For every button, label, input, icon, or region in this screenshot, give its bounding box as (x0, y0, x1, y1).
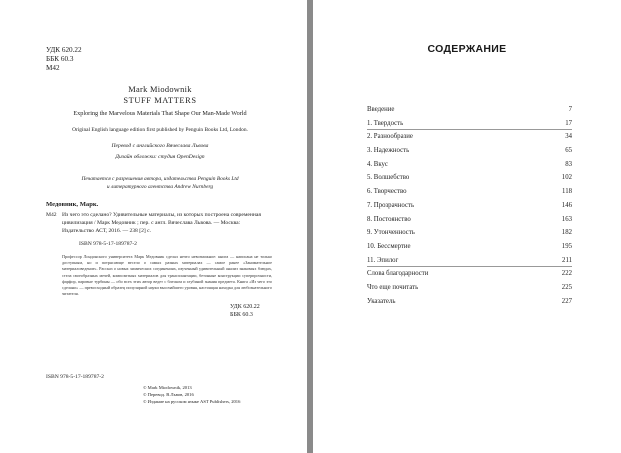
toc-label: Указатель (367, 297, 396, 305)
toc-label: 4. Вкус (367, 160, 388, 168)
toc-page-number: 182 (561, 229, 572, 237)
permission-line: Печатается с разрешения автора, издательства Penguin Books Ltd (81, 176, 239, 182)
toc-row[interactable] (367, 270, 572, 284)
toc-label: 9. Утонченность (367, 229, 415, 237)
toc-label: 10. Бессмертие (367, 242, 411, 250)
toc-row[interactable] (367, 161, 572, 175)
toc-row[interactable] (367, 106, 572, 120)
toc-label: 11. Эпилог (367, 256, 399, 264)
biblio-description: Из чего это сделано? Удивительные материалы, из которых построена современная цивилизация / Марк Медовник ; пер. с англ. Вячеслава Львова. — Москва: Издательство АСТ, 2016. — 238 [2] с. (62, 212, 261, 234)
udk-block-bottom (230, 303, 260, 319)
toc-page-number: 222 (561, 270, 572, 278)
toc-label: 5. Волшебство (367, 174, 410, 182)
toc-label: 2. Разнообразие (367, 133, 413, 141)
udk-code: УДК 620.22 (230, 304, 260, 310)
translator-credit: Перевод с английского Вячеслава Львова (111, 143, 209, 149)
toc-page-number: 146 (561, 201, 572, 209)
toc-row[interactable] (367, 188, 572, 202)
toc-row[interactable] (367, 243, 572, 257)
toc-title: СОДЕРЖАНИЕ (427, 43, 507, 55)
author-mark: М42 (46, 64, 60, 72)
toc-label: Что еще почитать (367, 283, 419, 291)
bbk-code: ББК 60.3 (230, 312, 253, 318)
isbn-footer: ISBN 978-5-17-189787-2 (46, 374, 104, 380)
toc-row[interactable] (367, 120, 572, 134)
toc-page-number: 65 (565, 147, 572, 155)
toc-page-number: 83 (565, 160, 572, 168)
original-author: Mark Miodownik (128, 85, 192, 94)
toc-label: 6. Творчество (367, 188, 407, 196)
toc-page-number: 211 (562, 256, 572, 264)
toc-row[interactable] (367, 174, 572, 188)
toc-page-number: 195 (561, 242, 572, 250)
toc-row[interactable] (367, 257, 572, 271)
original-edition-note: Original English language edition first published by Penguin Books Ltd, London. (72, 127, 248, 133)
toc-page-number: 225 (561, 283, 572, 291)
toc-label: Введение (367, 106, 395, 113)
biblio-record (46, 211, 272, 235)
isbn-inline: ISBN 978-5-17-189787-2 (79, 241, 137, 247)
annotation-text: Профессор Лондонского университета Марк Медовник сделал нечто невозможное: книга — написана не только доступным, но и потрясающе весело о самых разных материалах — самое ранее «Занимательное материаловедение». Рассказ о новых химических соединениях, изученный удивительный анализ знакомых блюдах, стела своеобразных мечей, композитных материалов для трансплантации, бетонные конструкции суперпрочности, фарфор, паровые турбины — обо всех этих автор ведет с блеском и глубиной знания предмета. Книга «Из чего это сделано» — превосходный образец популярной науки высочайшего уровня, настоящая находка для любознательного читателя. (62, 254, 272, 297)
permission-note (40, 175, 280, 191)
copyright-page (0, 0, 307, 453)
toc-label: 7. Прозрачность (367, 201, 415, 209)
toc-page-number: 227 (561, 297, 572, 305)
original-subtitle: Exploring the Marvelous Materials That Shape Our Man-Made World (73, 110, 247, 117)
udk-block-top (46, 46, 82, 73)
toc-label: 3. Надежность (367, 147, 410, 155)
toc-page-number: 17 (565, 119, 572, 127)
toc-page-number: 102 (561, 174, 572, 182)
contents-page (313, 0, 621, 453)
toc-page-number: 34 (565, 133, 572, 141)
toc-list (367, 106, 572, 311)
copyright-line: © Перевод. В.Львов, 2016 (143, 392, 194, 398)
toc-row[interactable] (367, 284, 572, 298)
copyright-line: © Mark Miodownik, 2013 (143, 385, 192, 390)
cover-design-credit: Дизайн обложки: студия OpenDesign (115, 154, 205, 160)
permission-line: и литературного агентства Andrew Nurnberg (106, 184, 214, 190)
toc-page-number: 163 (561, 215, 572, 223)
toc-page-number: 7 (568, 106, 572, 113)
original-title: STUFF MATTERS (123, 96, 197, 105)
biblio-author: Медовник, Марк. (46, 201, 99, 208)
toc-page-number: 118 (562, 188, 572, 196)
toc-row[interactable] (367, 216, 572, 230)
toc-row[interactable] (367, 202, 572, 216)
toc-row[interactable] (367, 229, 572, 243)
udk-code: УДК 620.22 (46, 46, 82, 54)
copyright-line: © Издание на русском языке AST Publishers, 2016 (143, 399, 241, 405)
biblio-index: М42 (46, 212, 57, 218)
toc-row[interactable] (367, 298, 572, 312)
toc-label: 8. Постоянство (367, 215, 411, 223)
toc-row[interactable] (367, 147, 572, 161)
toc-label: Слова благодарности (367, 270, 429, 278)
bbk-code: ББК 60.3 (46, 55, 74, 63)
toc-label: 1. Твердость (367, 119, 404, 127)
toc-row[interactable] (367, 133, 572, 147)
copyright-block (143, 384, 240, 406)
